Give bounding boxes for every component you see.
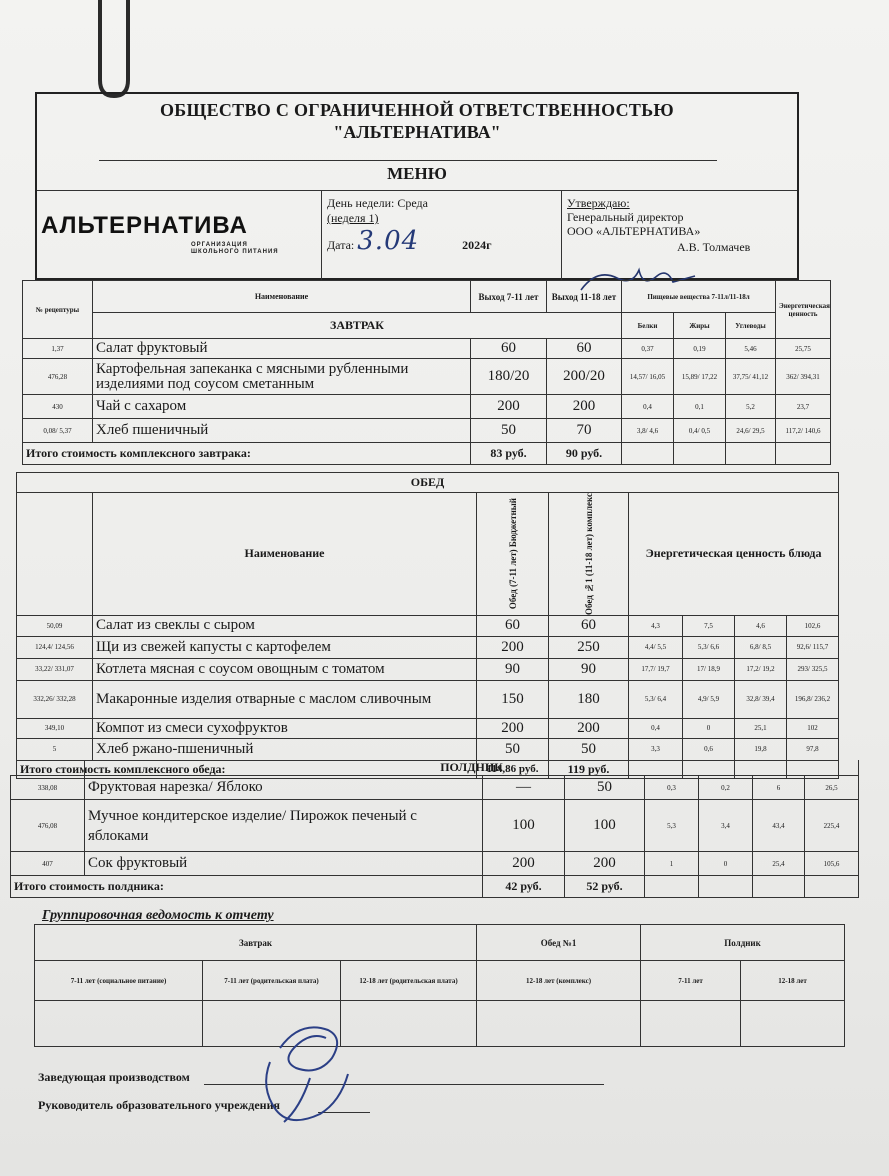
col-fat: Жиры	[674, 313, 726, 339]
org-name-line1: ОБЩЕСТВО С ОГРАНИЧЕННОЙ ОТВЕТСТВЕННОСТЬЮ	[160, 100, 674, 120]
day-of-week: День недели: Среда	[327, 196, 428, 210]
approve-name: А.В. Толмачев	[677, 240, 751, 254]
table-row: 1,37 Салат фруктовый 60 60 0,37 0,19 5,46 25,75	[23, 339, 831, 359]
snack-total-7-11: 42 руб.	[483, 876, 565, 898]
company-logo: АЛЬТЕРНАТИВА ОРГАНИЗАЦИЯ ШКОЛЬНОГО ПИТАНИЯ	[41, 212, 279, 255]
grp-col-2: 7-11 лет (родительская плата)	[203, 961, 341, 1001]
snack-total-11-18: 52 руб.	[565, 876, 645, 898]
grouping-table	[34, 924, 845, 1047]
org-name-line2: "АЛЬТЕРНАТИВА"	[333, 122, 501, 142]
handwritten-date: 3.04	[357, 226, 420, 256]
table-row: 476,08 Мучное кондитерское изделие/ Пирожок печеный с яблоками 100 100 5,3 3,4 43,4 225,4	[11, 800, 859, 852]
section-breakfast: ЗАВТРАК	[93, 313, 622, 339]
lunch-table	[16, 472, 839, 779]
snack-table	[10, 760, 859, 898]
grouping-title: Группировочная ведомость к отчету	[42, 908, 274, 923]
breakfast-total-11-18: 90 руб.	[547, 443, 622, 465]
table-row: 0,08/ 5,37 Хлеб пшеничный 50 70 3,8/ 4,6 0,4/ 0,5 24,6/ 29,5 117,2/ 140,6	[23, 419, 831, 443]
date-block	[327, 196, 557, 256]
lunch-total-7-11: 114,86 руб.	[477, 760, 549, 778]
handwritten-signature	[240, 1018, 370, 1130]
paper-clip-icon	[92, 0, 136, 100]
breakfast-table	[22, 280, 831, 465]
approve-org: ООО «АЛЬТЕРНАТИВА»	[567, 224, 701, 238]
lunch-col-out-7-11: Обед (7-11 лет) Бюджетный	[507, 498, 518, 610]
table-row: 338,08 Фруктовая нарезка/ Яблоко — 50 0,3 0,2 6 26,5	[11, 776, 859, 800]
breakfast-total-7-11: 83 руб.	[471, 443, 547, 465]
table-row: 332,26/ 332,28 Макаронные изделия отварные с маслом сливочным 150 180 5,3/ 6,4 4,9/ 5,9 32,8/ 39,4 196,8/ 236,2	[17, 680, 839, 718]
grp-col-5: 7-11 лет	[641, 961, 741, 1001]
grp-col-4: 12-18 лет (комплекс)	[477, 961, 641, 1001]
section-lunch: ОБЕД	[17, 473, 839, 493]
lunch-col-name: Наименование	[93, 493, 477, 616]
snack-total-label: Итого стоимость полдника:	[11, 876, 483, 898]
table-row: 124,4/ 124,56 Щи из свежей капусты с картофелем 200 250 4,4/ 5,5 5,3/ 6,6 6,8/ 8,5 92,6/ 115,7	[17, 636, 839, 658]
lunch-total-label: Итого стоимость комплексного обеда:	[17, 760, 477, 778]
grp-col-3: 12-18 лет (родительская плата)	[341, 961, 477, 1001]
head-school-label: Руководитель образовательного учреждения	[38, 1098, 280, 1112]
week-number: (неделя 1)	[327, 211, 379, 225]
table-row: 407 Сок фруктовый 200 200 1 0 25,4 105,6	[11, 852, 859, 876]
grp-breakfast: Завтрак	[35, 925, 477, 961]
col-out-11-18: Выход 11-18 лет	[547, 281, 622, 313]
col-protein: Белки	[622, 313, 674, 339]
col-energy: Энергетическая ценность	[776, 281, 831, 339]
head-production-label: Заведующая производством	[38, 1070, 190, 1084]
col-recipe: № рецептуры	[23, 281, 93, 339]
table-row: 33,22/ 331,07 Котлета мясная с соусом овощным с томатом 90 90 17,7/ 19,7 17/ 18,9 17,2/ 19,2 293/ 325,5	[17, 658, 839, 680]
grp-col-6: 12-18 лет	[741, 961, 845, 1001]
table-row: 349,10 Компот из смеси сухофруктов 200 200 0,4 0 25,1 102	[17, 718, 839, 738]
approval-block	[567, 196, 797, 254]
menu-header	[35, 92, 799, 280]
table-row: 476,28 Картофельная запеканка с мясными рубленными изделиями под соусом сметанным 180/20 200/20 14,57/ 16,05 15,89/ 17,22 37,75/ 41,12 362/ 394,31	[23, 359, 831, 395]
menu-title: МЕНЮ	[387, 164, 447, 183]
section-snack: ПОЛДНИК	[85, 760, 859, 776]
col-carbs: Углеводы	[726, 313, 776, 339]
approve-title: Утверждаю:	[567, 196, 630, 210]
grp-col-1: 7-11 лет (социальное питание)	[35, 961, 203, 1001]
table-row: 5 Хлеб ржано-пшеничный 50 50 3,3 0,6 19,8 97,8	[17, 738, 839, 760]
col-name: Наименование	[93, 281, 471, 313]
year: 2024г	[462, 238, 492, 252]
table-row: 50,09 Салат из свеклы с сыром 60 60 4,3 7,5 4,6 102,6	[17, 615, 839, 636]
table-row: 430 Чай с сахаром 200 200 0,4 0,1 5,2 23,7	[23, 395, 831, 419]
lunch-total-11-18: 119 руб.	[549, 760, 629, 778]
approve-position: Генеральный директор	[567, 210, 684, 224]
date-label: Дата:	[327, 238, 355, 252]
breakfast-total-label: Итого стоимость комплексного завтрака:	[23, 443, 471, 465]
grp-lunch: Обед №1	[477, 925, 641, 961]
grp-snack: Полдник	[641, 925, 845, 961]
lunch-col-out-11-18: Обед №1 (11-18 лет) комплекс	[583, 493, 594, 615]
col-nutrients: Пищевые вещества 7-11л/11-18л	[622, 281, 776, 313]
lunch-col-energy: Энергетическая ценность блюда	[629, 493, 839, 616]
col-out-7-11: Выход 7-11 лет	[471, 281, 547, 313]
